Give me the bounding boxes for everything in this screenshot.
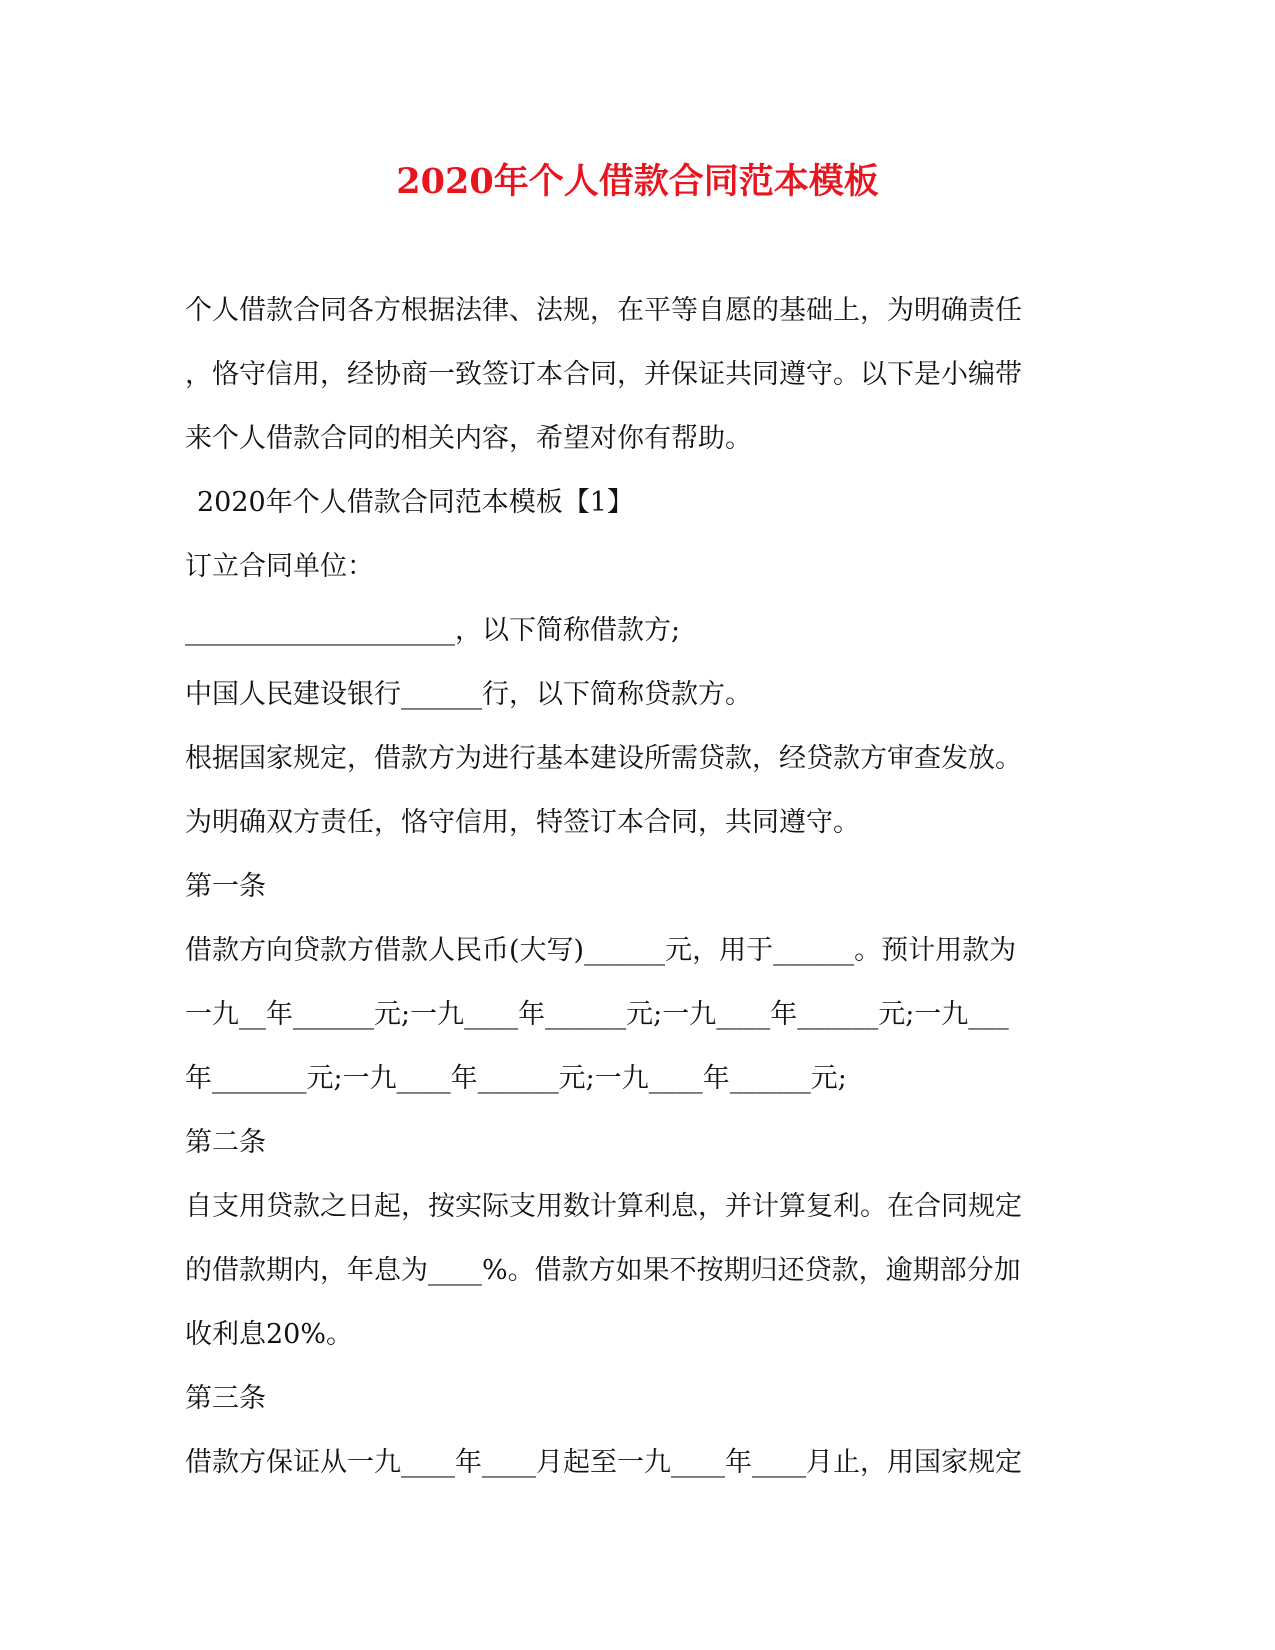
paragraph-line: ____________________，以下简称借款方; — [185, 615, 681, 646]
paragraph-line: 个人借款合同各方根据法律、法规，在平等自愿的基础上，为明确责任 — [185, 295, 1022, 326]
article-heading: 第二条 — [185, 1127, 266, 1158]
paragraph-line: 一九__年______元;一九____年______元;一九____年______元;一九___ — [185, 999, 1009, 1030]
document-title: 2020年个人借款合同范本模板 — [396, 161, 879, 202]
paragraph-line: 来个人借款合同的相关内容，希望对你有帮助。 — [185, 423, 752, 454]
paragraph-line: 中国人民建设银行______行，以下简称贷款方。 — [185, 679, 752, 710]
paragraph-line: 借款方保证从一九____年____月起至一九____年____月止，用国家规定 — [185, 1447, 1022, 1478]
article-heading: 第三条 — [185, 1383, 266, 1414]
paragraph-line: 借款方向贷款方借款人民币(大写)______元，用于______。预计用款为 — [185, 935, 1017, 966]
paragraph-line: 订立合同单位： — [185, 551, 374, 582]
paragraph-line: 为明确双方责任，恪守信用，特签订本合同，共同遵守。 — [185, 807, 860, 838]
document-body — [185, 279, 1085, 1495]
paragraph-line: 的借款期内，年息为____%。借款方如果不按期归还贷款，逾期部分加 — [185, 1255, 1021, 1286]
paragraph-line: 年_______元;一九____年______元;一九____年______元; — [185, 1063, 847, 1094]
paragraph-line: 收利息20%。 — [185, 1319, 354, 1350]
paragraph-line: 根据国家规定，借款方为进行基本建设所需贷款，经贷款方审查发放。 — [185, 743, 1022, 774]
paragraph-line: 自支用贷款之日起，按实际支用数计算利息，并计算复利。在合同规定 — [185, 1191, 1022, 1222]
article-heading: 第一条 — [185, 871, 266, 902]
section-heading: 2020年个人借款合同范本模板【1】 — [197, 487, 634, 518]
paragraph-line: ，恪守信用，经协商一致签订本合同，并保证共同遵守。以下是小编带 — [185, 359, 1022, 390]
